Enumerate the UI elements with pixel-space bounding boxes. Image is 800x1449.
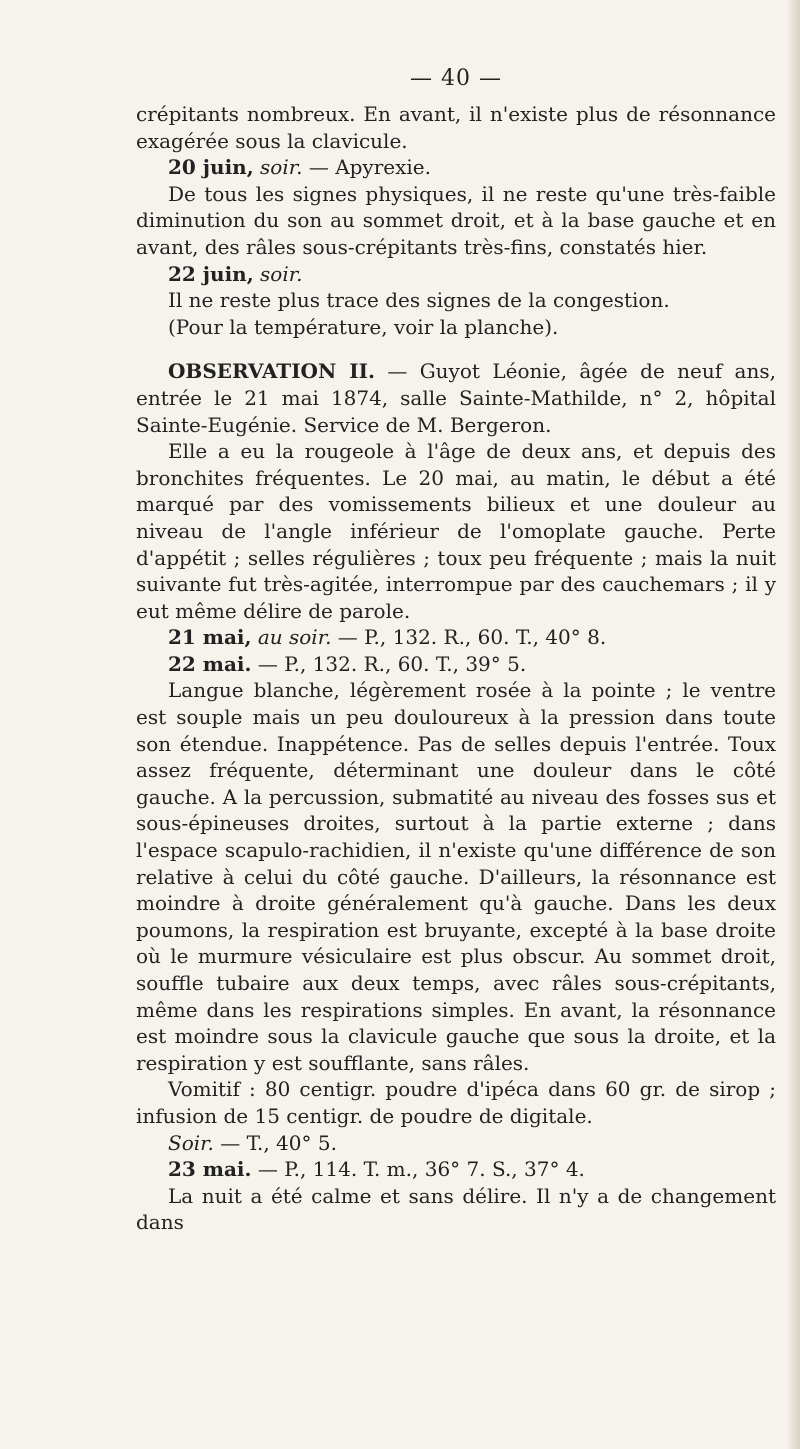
entry-22-juin — [136, 261, 776, 288]
para-10: Vomitif : 80 centigr. poudre d'ipéca dans 60 gr. de sirop ; infusion de 15 centigr. de poudre de digitale. — [136, 1077, 776, 1128]
entry-21-mai — [136, 624, 776, 651]
time-20-juin: soir. — [260, 155, 303, 180]
para-7: — P., 132. R., 60. T., 40° 8. — [337, 625, 607, 650]
observation-label: OBSERVATION II. — [168, 359, 375, 384]
date-22-juin: 22 juin, — [168, 261, 254, 286]
time-21-mai: au soir. — [257, 625, 332, 650]
para-13: La nuit a été calme et sans délire. Il n'y a de changement dans — [136, 1183, 776, 1235]
para-9: Langue blanche, légèrement rosée à la pointe ; le ventre est souple mais un peu douloureux à la pression dans toute son étendue. Inappétence. Pas de selles depuis l'entrée. Toux assez fréquente, déterminant une douleur dans le côté gauche. A la percussion, submatité au niveau des fosses sus et sous-épineuses droites, surtout à la partie externe ; dans l'espace scapulo-rachidien, il n'existe qu'une différence de son relative à celui du côté gauche. D'ailleurs, la résonnance est moindre à droite généralement qu'à gauche. Dans les deux poumons, la respiration est bruyante, excepté à la base droite où le murmure vésiculaire est plus obscur. Au sommet droit, souffle tubaire aux deux temps, avec râles sous-crépitants, même dans les respirations simples. En avant, la résonnance est moindre sous la clavicule gauche que sous la droite, et la respiration y est soufflante, sans râles. — [136, 678, 776, 1075]
page-number: — 40 — — [410, 66, 502, 91]
time-soir: Soir. — [168, 1130, 214, 1155]
para-3: Il ne reste plus trace des signes de la congestion. — [168, 288, 670, 313]
para-1: Apyrexie. — [335, 155, 431, 180]
date-21-mai: 21 mai, — [168, 625, 252, 650]
para-4: (Pour la température, voir la planche). — [168, 314, 559, 339]
entry-23-mai — [136, 1156, 776, 1183]
time-22-juin: soir. — [260, 261, 303, 286]
para-6: Elle a eu la rougeole à l'âge de deux ans, et depuis des bronchites fréquentes. Le 20 mai, au matin, le début a été marqué par des vomissements bilieux et une douleur au niveau de l'angle inférieur de l'omoplate gauche. Perte d'appétit ; selles régulières ; toux peu fréquente ; mais la nuit suivante fut très-agitée, interrompue par des cauchemars ; il y eut même délire de parole. — [136, 439, 776, 623]
dash-20-juin: — — [308, 155, 329, 180]
para-12: — P., 114. T. m., 36° 7. S., 37° 4. — [257, 1157, 585, 1182]
page-edge-shadow — [786, 0, 800, 1449]
para-0: crépitants nombreux. En avant, il n'existe plus de résonnance exagérée sous la clavicule. — [136, 102, 776, 153]
para-8: — P., 132. R., 60. T., 39° 5. — [257, 651, 527, 676]
entry-22-mai — [136, 651, 776, 678]
observation-heading — [136, 358, 776, 438]
date-22-mai: 22 mai. — [168, 651, 252, 676]
para-5: — Guyot Léonie, âgée de neuf ans, entrée le 21 mai 1874, salle Sainte-Mathilde, n° 2, hôpital Sainte-Eugénie. Service de M. Bergeron. — [136, 359, 776, 437]
book-page — [136, 66, 776, 1236]
date-23-mai: 23 mai. — [168, 1157, 252, 1182]
entry-20-juin — [136, 154, 776, 181]
date-20-juin: 20 juin, — [168, 155, 254, 180]
entry-soir — [136, 1130, 776, 1157]
para-2: De tous les signes physiques, il ne reste qu'une très-faible diminution du son au sommet droit, et à la base gauche et en avant, des râles sous-crépitants très-fins, constatés hier. — [136, 181, 776, 259]
para-11: — T., 40° 5. — [220, 1130, 337, 1155]
